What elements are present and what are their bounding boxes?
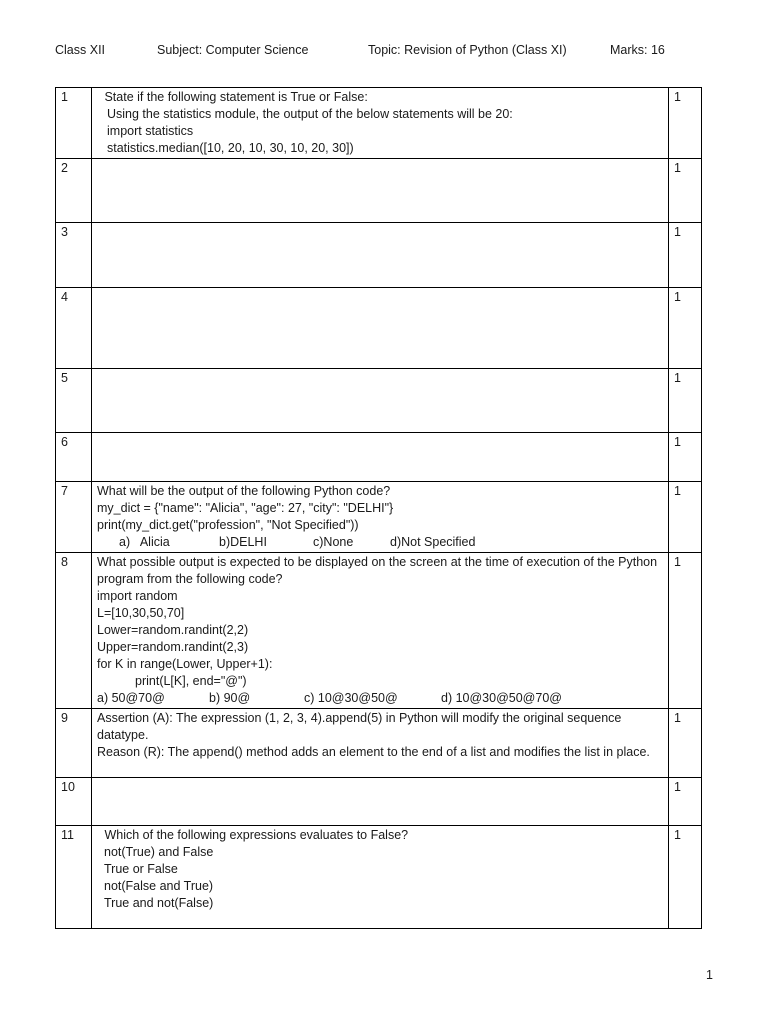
- question-mark: 1: [669, 223, 702, 288]
- question-line: What will be the output of the following Python code?: [97, 484, 391, 498]
- question-number: 5: [56, 369, 92, 433]
- option-d: d)Not Specified: [390, 535, 476, 549]
- option-a: a) Alicia: [119, 535, 170, 549]
- option-d: d) 10@30@50@70@: [441, 691, 562, 705]
- question-mark: 1: [669, 433, 702, 482]
- question-mark: 1: [669, 553, 702, 709]
- question-line: import statistics: [107, 124, 194, 138]
- question-line: State if the following statement is True or False:: [101, 90, 368, 104]
- question-line: for K in range(Lower, Upper+1):: [97, 657, 273, 671]
- question-row-7: [56, 482, 702, 553]
- question-mark: 1: [669, 159, 702, 223]
- option-c: c)None: [313, 535, 354, 549]
- question-number: 7: [56, 482, 92, 553]
- question-number: 8: [56, 553, 92, 709]
- header-topic: Topic: Revision of Python (Class XI): [368, 43, 567, 57]
- question-line: True and not(False): [104, 896, 214, 910]
- question-line: not(False and True): [104, 879, 214, 893]
- question-line: not(True) and False: [104, 845, 214, 859]
- question-body: [92, 778, 669, 826]
- question-row-10: [56, 778, 702, 826]
- question-line: Using the statistics module, the output of the below statements will be 20:: [107, 107, 513, 121]
- option-b: b) 90@: [209, 691, 251, 705]
- question-body: [92, 553, 669, 709]
- question-mark: 1: [669, 482, 702, 553]
- question-line: print(my_dict.get("profession", "Not Specified")): [97, 518, 359, 532]
- question-body: [92, 709, 669, 778]
- option-b: b)DELHI: [219, 535, 267, 549]
- answer-options: [97, 690, 663, 707]
- question-body: [92, 369, 669, 433]
- question-row-5: [56, 369, 702, 433]
- option-a: a) 50@70@: [97, 691, 165, 705]
- question-row-6: [56, 433, 702, 482]
- question-line: L=[10,30,50,70]: [97, 606, 185, 620]
- question-line: True or False: [104, 862, 178, 876]
- question-line: Lower=random.randint(2,2): [97, 623, 249, 637]
- question-body: [92, 88, 669, 159]
- question-row-9: [56, 709, 702, 778]
- question-body: [92, 223, 669, 288]
- question-body: [92, 482, 669, 553]
- question-body: [92, 826, 669, 929]
- question-line: print(L[K], end="@"): [135, 674, 247, 688]
- question-row-4: [56, 288, 702, 369]
- header-class: Class XII: [55, 43, 106, 57]
- question-number: 1: [56, 88, 92, 159]
- question-line: Assertion (A): The expression (1, 2, 3, 4).append(5) in Python will modify the original sequence datatype.: [97, 711, 622, 742]
- question-row-2: [56, 159, 702, 223]
- questions-table: [55, 87, 702, 929]
- question-mark: 1: [669, 709, 702, 778]
- question-line: Upper=random.randint(2,3): [97, 640, 249, 654]
- question-body: [92, 433, 669, 482]
- question-mark: 1: [669, 826, 702, 929]
- question-number: 2: [56, 159, 92, 223]
- question-body: [92, 159, 669, 223]
- question-row-8: [56, 553, 702, 709]
- question-line: Which of the following expressions evaluates to False?: [101, 828, 409, 842]
- question-line: Reason (R): The append() method adds an element to the end of a list and modifies the list in place.: [97, 745, 650, 759]
- question-mark: 1: [669, 288, 702, 369]
- question-row-1: [56, 88, 702, 159]
- question-number: 3: [56, 223, 92, 288]
- header-subject: Subject: Computer Science: [157, 43, 309, 57]
- header-marks: Marks: 16: [610, 43, 665, 57]
- question-line: What possible output is expected to be displayed on the screen at the time of execution of the Python program from the following code?: [97, 555, 658, 586]
- question-line: statistics.median([10, 20, 10, 30, 10, 20, 30]): [107, 141, 354, 155]
- question-mark: 1: [669, 369, 702, 433]
- question-number: 6: [56, 433, 92, 482]
- page-number: 1: [706, 968, 713, 982]
- question-line: import random: [97, 589, 178, 603]
- question-mark: 1: [669, 778, 702, 826]
- question-number: 4: [56, 288, 92, 369]
- option-c: c) 10@30@50@: [304, 691, 398, 705]
- answer-options: [97, 534, 663, 551]
- question-number: 10: [56, 778, 92, 826]
- question-row-3: [56, 223, 702, 288]
- question-body: [92, 288, 669, 369]
- question-row-11: [56, 826, 702, 929]
- question-line: my_dict = {"name": "Alicia", "age": 27, "city": "DELHI"}: [97, 501, 394, 515]
- question-number: 9: [56, 709, 92, 778]
- question-number: 11: [56, 826, 92, 929]
- question-mark: 1: [669, 88, 702, 159]
